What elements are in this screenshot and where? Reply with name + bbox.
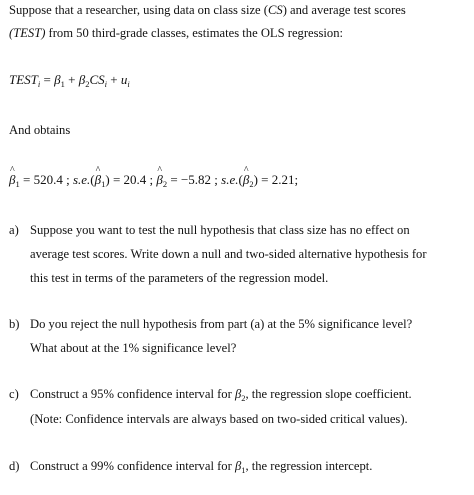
obtains-text: And obtains: [9, 123, 71, 137]
intro-line-1: Suppose that a researcher, using data on class size (CS) and average test scores: [9, 3, 406, 17]
regression-equation: $TEST_i = \beta_1 + \beta_2CS_i + u_i$: [9, 72, 130, 89]
estimates-line: ^ $\beta_1 = 520.4$ ; s.e.(^ $\beta_1) = 20.4$ ; ^ $\beta_2 = -5.82$ ; s.e.(^ $\beta_2) = 2.21$;: [9, 172, 298, 188]
document-page: Suppose that a researcher, using data on class size (CS) and average test scores (TEST) from 50 third-grade classes, estimates the OLS regression: $TEST_i = \beta_1 + \beta_2CS_i + u_i$ And obtains ^ $\beta_1 = 520.4$ ; s.e.(^ $\beta_1) = 20.4$ ; ^ $\beta_2 = -5.82$ ; s.e.(^ $\beta_2) = 2.21$; a) Suppose you want to test the null hypothesis that class size has no effect on average test scores. Write down a null and two-sided alternative hypothesis for this test in terms of the parameters of the regression model. b) Do you reject the null hypothesis from part (a) at the 5% significance level? What about at the 1% significance level? c) Construct a 95% confidence interval for $\beta_2$, the regression slope coefficient. (Note: Confidence intervals are always based on two-sided critical values). d) Construct a 99% confidence interval for $\beta_1$, the regression intercept.: [0, 0, 474, 495]
intro-line-2: (TEST) from 50 third-grade classes, estimates the OLS regression:: [9, 26, 344, 40]
